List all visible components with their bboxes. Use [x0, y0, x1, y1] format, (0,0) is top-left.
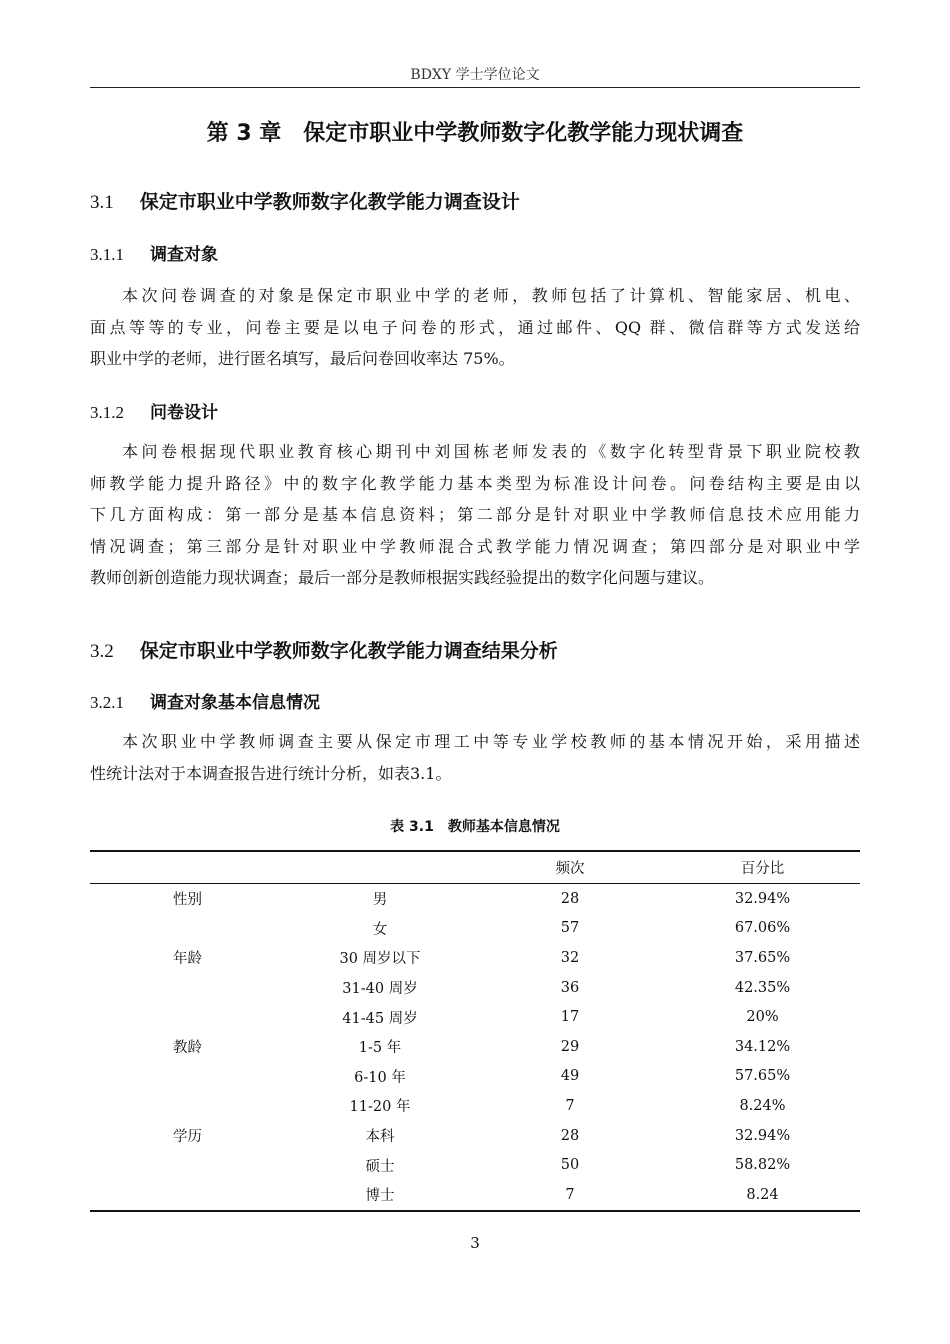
section-title: 保定市职业中学教师数字化教学能力调查结果分析: [139, 640, 558, 662]
cell-item: 31-40 周岁: [342, 981, 418, 998]
paragraph-line: 本次职业中学教师调查主要从保定市理工中等专业学校教师的基本情况开始，采用描述: [122, 732, 860, 751]
running-header: BDXY 学士学位论文: [410, 67, 540, 83]
cell-category: [90, 1002, 285, 1032]
table-row: [90, 1032, 860, 1062]
subsection-title: 调查对象基本信息情况: [150, 693, 320, 713]
cell-category: [90, 1180, 285, 1211]
cell-frequency: 32: [560, 949, 580, 966]
cell-item: 11-20 年: [349, 1099, 411, 1116]
table-row: [90, 943, 860, 973]
cell-item: 30 周岁以下: [339, 951, 421, 968]
table-row: [90, 1121, 860, 1151]
cell-item: 41-45 周岁: [342, 1010, 418, 1027]
paragraph-line: 本次问卷调查的对象是保定市职业中学的老师，教师包括了计算机、智能家居、机电、: [122, 286, 860, 305]
cell-percentage: 32.94%: [734, 890, 791, 907]
paragraph-survey-subjects: [90, 280, 860, 375]
paragraph-questionnaire-design: [90, 436, 860, 594]
cell-category: [90, 1150, 285, 1180]
paragraph-line: 下几方面构成：第一部分是基本信息资料；第二部分是针对职业中学教师信息技术应用能力: [90, 505, 860, 525]
cell-item: 本科: [365, 1129, 395, 1146]
paragraph-line: 职业中学的老师，进行匿名填写，最后问卷回收率达 75%。: [90, 349, 515, 369]
header-category: [90, 851, 285, 884]
table-header-row: [90, 851, 860, 884]
cell-percentage: 8.24%: [739, 1097, 786, 1114]
cell-percentage: 20%: [746, 1009, 779, 1026]
subsection-heading-3-1-1: [90, 240, 218, 265]
cell-frequency: 28: [560, 1127, 580, 1144]
cell-category: 年龄: [173, 951, 202, 968]
cell-percentage: 58.82%: [734, 1157, 791, 1174]
cell-frequency: 17: [560, 1009, 580, 1026]
section-title: 保定市职业中学教师数字化教学能力调查设计: [139, 191, 520, 213]
subsection-number: 3.2.1: [90, 693, 124, 712]
cell-percentage: 34.12%: [734, 1038, 791, 1055]
table-row: [90, 1091, 860, 1121]
table-row: [90, 884, 860, 914]
header-item: [285, 851, 475, 884]
cell-item: 博士: [365, 1188, 395, 1205]
cell-category: [90, 973, 285, 1003]
table-row: [90, 1150, 860, 1180]
cell-frequency: 57: [560, 920, 580, 937]
cell-category: 教龄: [173, 1040, 202, 1057]
teacher-info-table: [90, 850, 860, 1212]
section-heading-3-1: [90, 187, 520, 214]
cell-frequency: 28: [560, 890, 580, 907]
table-row: [90, 1180, 860, 1211]
cell-percentage: 42.35%: [734, 979, 791, 996]
subsection-number: 3.1.1: [90, 245, 124, 264]
paragraph-line: 性统计法对于本调查报告进行统计分析，如表3.1。: [90, 763, 452, 783]
paragraph-line: 情况调查；第三部分是针对职业中学教师混合式教学能力情况调查；第四部分是对职业中学: [90, 536, 860, 556]
table-row: [90, 1062, 860, 1092]
cell-item: 男: [372, 892, 388, 909]
table-row: [90, 1002, 860, 1032]
section-number: 3.2: [90, 641, 114, 662]
cell-item: 6-10 年: [354, 1069, 406, 1086]
table-caption: 表 3.1 教师基本信息情况: [390, 819, 560, 835]
cell-item: 硕士: [365, 1158, 395, 1175]
cell-category: 性别: [173, 892, 202, 909]
cell-percentage: 57.65%: [734, 1068, 791, 1085]
cell-percentage: 37.65%: [734, 949, 791, 966]
cell-percentage: 32.94%: [734, 1127, 791, 1144]
chapter-title: 第 3 章 保定市职业中学教师数字化教学能力现状调查: [206, 121, 744, 146]
cell-frequency: 49: [560, 1068, 580, 1085]
cell-category: 学历: [173, 1129, 202, 1146]
subsection-title: 问卷设计: [150, 403, 218, 423]
cell-frequency: 50: [560, 1157, 580, 1174]
cell-frequency: 29: [560, 1038, 580, 1055]
cell-percentage: 8.24: [746, 1186, 779, 1203]
subsection-number: 3.1.2: [90, 403, 124, 422]
cell-item: 1-5 年: [358, 1040, 402, 1057]
paragraph-line: 教师创新创造能力现状调查；最后一部分是教师根据实践经验提出的数字化问题与建议。: [90, 568, 715, 588]
paragraph-line: 本问卷根据现代职业教育核心期刊中刘国栋老师发表的《数字化转型背景下职业院校教: [122, 442, 860, 461]
cell-category: [90, 1062, 285, 1092]
header-frequency: 频次: [475, 851, 665, 884]
table-row: [90, 973, 860, 1003]
paragraph-basic-info: [90, 726, 860, 789]
subsection-heading-3-1-2: [90, 398, 218, 423]
cell-percentage: 67.06%: [734, 920, 791, 937]
cell-item: 女: [372, 921, 388, 938]
paragraph-line: 面点等等的专业，问卷主要是以电子问卷的形式，通过邮件、QQ 群、微信群等方式发送给: [90, 317, 860, 337]
page-number: 3: [470, 1234, 480, 1252]
paragraph-line: 师教学能力提升路径》中的数字化教学能力基本类型为标准设计问卷。问卷结构主要是由以: [90, 473, 860, 493]
table-row: [90, 914, 860, 944]
subsection-title: 调查对象: [150, 245, 218, 265]
section-number: 3.1: [90, 192, 114, 213]
cell-frequency: 36: [560, 979, 580, 996]
cell-frequency: 7: [565, 1186, 575, 1203]
header-rule: [90, 87, 860, 88]
cell-category: [90, 914, 285, 944]
header-percentage: 百分比: [665, 851, 860, 884]
cell-category: [90, 1091, 285, 1121]
section-heading-3-2: [90, 636, 558, 663]
cell-frequency: 7: [565, 1097, 575, 1114]
subsection-heading-3-2-1: [90, 688, 320, 713]
